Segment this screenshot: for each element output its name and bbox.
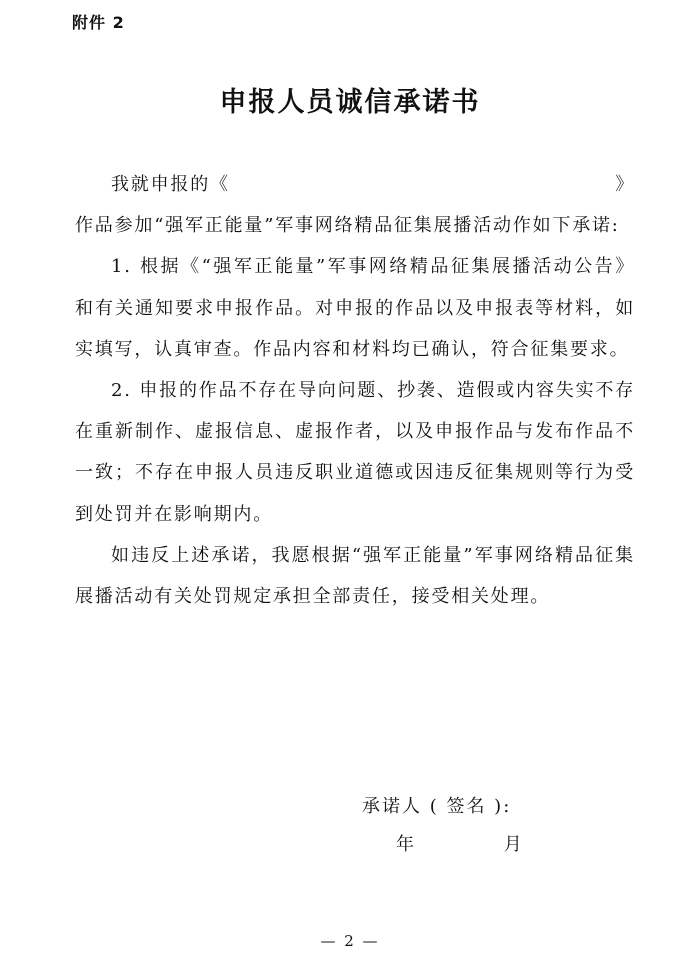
- intro-prefix: 我就申报的《: [111, 174, 230, 195]
- document-title: 申报人员诚信承诺书: [219, 87, 481, 118]
- intro-line: [75, 164, 635, 205]
- date-line: [396, 830, 523, 856]
- closing-paragraph: 如违反上述承诺，我愿根据“强军正能量”军事网络精品征集展播活动有关处罚规定承担全部责任，接受相关处理。: [75, 544, 635, 608]
- month-label: 月: [503, 834, 523, 855]
- intro-continued: 作品参加“强军正能量”军事网络精品征集展播活动作如下承诺:: [75, 215, 620, 237]
- attachment-label: 附件 2: [72, 13, 125, 32]
- pledge-item-2: 2. 申报的作品不存在导向问题、抄袭、造假或内容失实不存在重新制作、虚报信息、虚报作者，以及申报作品与发布作品不一致；不存在申报人员违反职业道德或因违反征集规则等行为受到处罚并在影响期内。: [75, 380, 635, 525]
- signer-label: 承诺人 ( 签名 ):: [362, 796, 512, 817]
- pledge-item-1: 1. 根据《“强军正能量”军事网络精品征集展播活动公告》和有关通知要求申报作品。对申报的作品以及申报表等材料，如实填写，认真审查。作品内容和材料均已确认，符合征集要求。: [75, 256, 635, 360]
- document-body: [75, 164, 635, 617]
- year-label: 年: [396, 834, 415, 855]
- page-number: — 2 —: [320, 932, 380, 950]
- intro-suffix: 》: [615, 174, 635, 195]
